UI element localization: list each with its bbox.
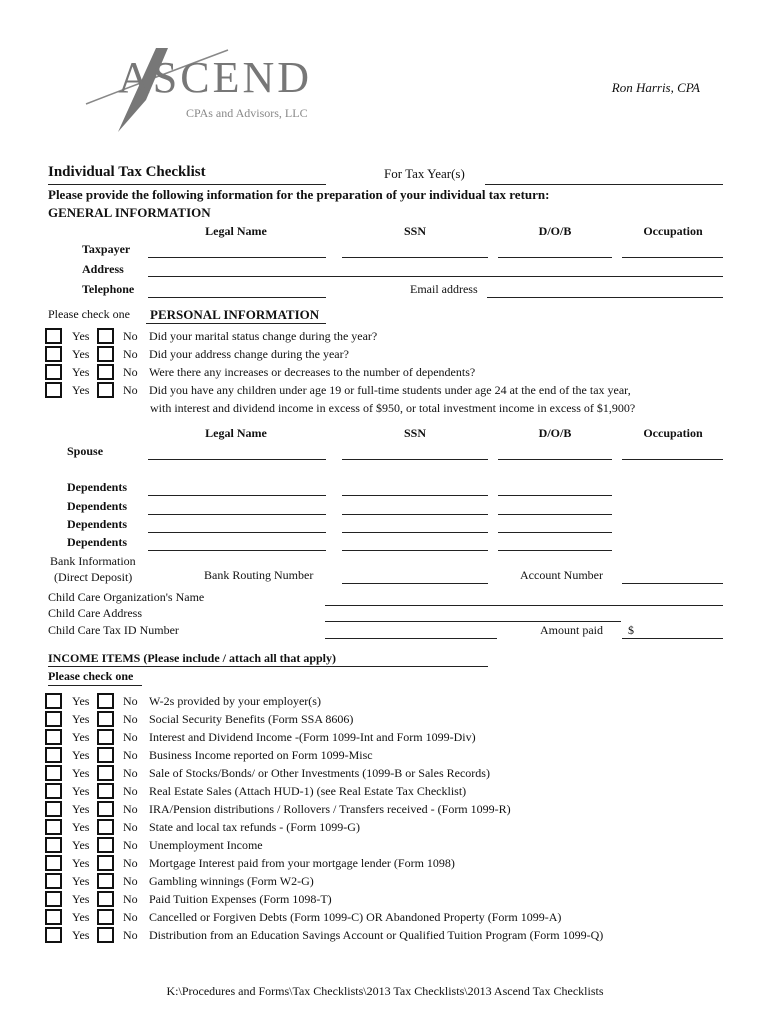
col-dob: D/O/B <box>538 224 572 238</box>
spouse-col-ssn: SSN <box>403 426 426 440</box>
income-item-7-no-checkbox[interactable] <box>97 801 114 817</box>
income-item-9-yes-checkbox[interactable] <box>45 837 62 853</box>
routing-label: Bank Routing Number <box>204 568 314 582</box>
dependent-dob-field[interactable] <box>498 514 612 515</box>
income-item-9-no-checkbox[interactable] <box>97 837 114 853</box>
income-item-13-no-label: No <box>123 910 138 924</box>
income-item-1-yes-checkbox[interactable] <box>45 693 62 709</box>
income-item-13-yes-label: Yes <box>72 910 90 924</box>
income-item-9-yes-label: Yes <box>72 838 90 852</box>
income-item-11-yes-label: Yes <box>72 874 90 888</box>
spouse-col-legal-name: Legal Name <box>205 426 267 440</box>
col-legal-name: Legal Name <box>205 224 267 238</box>
col-ssn: SSN <box>403 224 426 238</box>
personal-q1-question: Did your marital status change during the year? <box>149 329 378 343</box>
instructions: Please provide the following information for the preparation of your individual tax return: <box>48 187 550 202</box>
income-item-3-yes-label: Yes <box>72 730 90 744</box>
income-item-8-no-label: No <box>123 820 138 834</box>
income-item-4-yes-label: Yes <box>72 748 90 762</box>
bank-info-label: Bank Information <box>50 554 136 568</box>
cpa-name: Ron Harris, CPA <box>611 80 700 95</box>
personal-q1-yes-checkbox[interactable] <box>45 328 62 344</box>
page-title: Individual Tax Checklist <box>48 164 206 180</box>
income-item-8-yes-label: Yes <box>72 820 90 834</box>
logo-sub-text: CPAs and Advisors, LLC <box>186 106 308 120</box>
income-item-12-no-label: No <box>123 892 138 906</box>
personal-q3-no-checkbox[interactable] <box>97 364 114 380</box>
income-item-14-no-label: No <box>123 928 138 942</box>
income-item-12-no-checkbox[interactable] <box>97 891 114 907</box>
income-item-3-question: Interest and Dividend Income -(Form 1099-Int and Form 1099-Div) <box>149 730 476 744</box>
taxpayer-dob-field[interactable] <box>498 257 612 258</box>
spouse-dob-field[interactable] <box>498 459 612 460</box>
dependent-name-field[interactable] <box>148 514 326 515</box>
income-item-8-question: State and local tax refunds - (Form 1099-G) <box>149 820 360 834</box>
income-item-5-yes-checkbox[interactable] <box>45 765 62 781</box>
spouse-label: Spouse <box>67 444 104 458</box>
income-item-2-yes-checkbox[interactable] <box>45 711 62 727</box>
taxpayer-name-field[interactable] <box>148 257 326 258</box>
income-item-14-no-checkbox[interactable] <box>97 927 114 943</box>
income-item-10-no-checkbox[interactable] <box>97 855 114 871</box>
income-item-10-no-label: No <box>123 856 138 870</box>
income-item-13-yes-checkbox[interactable] <box>45 909 62 925</box>
spouse-col-occupation: Occupation <box>643 426 703 440</box>
tax-year-label: For Tax Year(s) <box>384 166 465 181</box>
personal-q2-no-checkbox[interactable] <box>97 346 114 362</box>
income-item-6-yes-label: Yes <box>72 784 90 798</box>
income-item-11-no-checkbox[interactable] <box>97 873 114 889</box>
income-item-7-yes-checkbox[interactable] <box>45 801 62 817</box>
income-item-9-question: Unemployment Income <box>149 838 263 852</box>
income-item-13-no-checkbox[interactable] <box>97 909 114 925</box>
income-item-1-no-checkbox[interactable] <box>97 693 114 709</box>
taxpayer-occupation-field[interactable] <box>622 257 723 258</box>
income-item-2-yes-label: Yes <box>72 712 90 726</box>
address-field[interactable] <box>148 276 723 277</box>
dependent-label: Dependents <box>67 535 128 549</box>
income-item-3-no-label: No <box>123 730 138 744</box>
personal-q4-yes-label: Yes <box>72 383 90 397</box>
dependent-label: Dependents <box>67 499 128 513</box>
question-continuation: with interest and dividend income in excess of $950, or total investment income in excess of $1,900? <box>150 401 636 415</box>
account-field[interactable] <box>622 583 723 584</box>
income-item-3-yes-checkbox[interactable] <box>45 729 62 745</box>
spouse-ssn-field[interactable] <box>342 459 488 460</box>
dependent-dob-field[interactable] <box>498 550 612 551</box>
childcare-taxid-label: Child Care Tax ID Number <box>48 623 179 637</box>
dependent-label: Dependents <box>67 480 128 494</box>
income-item-4-yes-checkbox[interactable] <box>45 747 62 763</box>
income-item-7-question: IRA/Pension distributions / Rollovers / Transfers received - (Form 1099-R) <box>149 802 511 816</box>
childcare-address-field[interactable] <box>325 621 621 622</box>
income-check-one: Please check one <box>48 669 134 683</box>
amount-paid-field[interactable] <box>622 638 723 639</box>
spouse-col-dob: D/O/B <box>538 426 572 440</box>
income-item-11-no-label: No <box>123 874 138 888</box>
income-item-4-question: Business Income reported on Form 1099-Misc <box>149 748 373 762</box>
income-item-5-yes-label: Yes <box>72 766 90 780</box>
income-item-5-no-label: No <box>123 766 138 780</box>
email-label: Email address <box>410 282 478 296</box>
income-item-6-no-checkbox[interactable] <box>97 783 114 799</box>
telephone-field[interactable] <box>148 297 326 298</box>
taxpayer-ssn-field[interactable] <box>342 257 488 258</box>
dependent-name-field[interactable] <box>148 532 326 533</box>
income-item-2-question: Social Security Benefits (Form SSA 8606) <box>149 712 354 726</box>
income-item-8-yes-checkbox[interactable] <box>45 819 62 835</box>
income-item-8-no-checkbox[interactable] <box>97 819 114 835</box>
income-item-3-no-checkbox[interactable] <box>97 729 114 745</box>
income-heading: INCOME ITEMS (Please include / attach all that apply) <box>48 651 337 665</box>
footer-path: K:\Procedures and Forms\Tax Checklists\2013 Tax Checklists\2013 Ascend Tax Checklists <box>166 984 604 998</box>
tax-year-field[interactable] <box>485 184 723 185</box>
income-item-13-question: Cancelled or Forgiven Debts (Form 1099-C) OR Abandoned Property (Form 1099-A) <box>149 910 562 924</box>
spouse-name-field[interactable] <box>148 459 326 460</box>
income-item-2-no-label: No <box>123 712 138 726</box>
childcare-address-label: Child Care Address <box>48 606 142 620</box>
personal-q3-question: Were there any increases or decreases to the number of dependents? <box>149 365 476 379</box>
income-item-10-question: Mortgage Interest paid from your mortgage lender (Form 1098) <box>149 856 455 870</box>
personal-q2-question: Did your address change during the year? <box>149 347 349 361</box>
income-item-9-no-label: No <box>123 838 138 852</box>
income-item-5-no-checkbox[interactable] <box>97 765 114 781</box>
income-item-14-yes-checkbox[interactable] <box>45 927 62 943</box>
personal-q2-yes-checkbox[interactable] <box>45 346 62 362</box>
personal-q4-no-checkbox[interactable] <box>97 382 114 398</box>
dependent-ssn-field[interactable] <box>342 514 488 515</box>
income-item-14-yes-label: Yes <box>72 928 90 942</box>
childcare-org-field[interactable] <box>325 605 723 606</box>
col-occupation: Occupation <box>643 224 703 238</box>
dependent-ssn-field[interactable] <box>342 532 488 533</box>
taxpayer-label: Taxpayer <box>82 242 131 256</box>
general-heading: GENERAL INFORMATION <box>48 205 211 220</box>
dependent-ssn-field[interactable] <box>342 550 488 551</box>
income-item-14-question: Distribution from an Education Savings Account or Qualified Tuition Program (Form 1099-Q) <box>149 928 604 942</box>
personal-q3-yes-label: Yes <box>72 365 90 379</box>
income-item-5-question: Sale of Stocks/Bonds/ or Other Investments (1099-B or Sales Records) <box>149 766 490 780</box>
income-item-11-yes-checkbox[interactable] <box>45 873 62 889</box>
personal-q2-no-label: No <box>123 347 138 361</box>
income-item-2-no-checkbox[interactable] <box>97 711 114 727</box>
spouse-occupation-field[interactable] <box>622 459 723 460</box>
account-label: Account Number <box>520 568 603 582</box>
childcare-taxid-field[interactable] <box>325 638 497 639</box>
email-field[interactable] <box>487 297 723 298</box>
direct-deposit-label: (Direct Deposit) <box>54 570 133 584</box>
income-item-1-yes-label: Yes <box>72 694 90 708</box>
income-item-1-no-label: No <box>123 694 138 708</box>
income-item-10-yes-label: Yes <box>72 856 90 870</box>
currency-symbol: $ <box>628 623 634 637</box>
telephone-label: Telephone <box>82 282 135 296</box>
routing-field[interactable] <box>342 583 488 584</box>
personal-q1-no-checkbox[interactable] <box>97 328 114 344</box>
check-one-label: Please check one <box>48 307 130 321</box>
personal-q3-yes-checkbox[interactable] <box>45 364 62 380</box>
logo-main-text: ASCEND <box>118 53 313 102</box>
income-item-1-question: W-2s provided by your employer(s) <box>149 694 321 708</box>
income-item-6-no-label: No <box>123 784 138 798</box>
income-item-10-yes-checkbox[interactable] <box>45 855 62 871</box>
income-item-4-no-checkbox[interactable] <box>97 747 114 763</box>
personal-q2-yes-label: Yes <box>72 347 90 361</box>
amount-paid-label: Amount paid <box>540 623 603 637</box>
dependent-label: Dependents <box>67 517 128 531</box>
childcare-org-label: Child Care Organization's Name <box>48 590 205 604</box>
personal-q1-no-label: No <box>123 329 138 343</box>
dependent-ssn-field[interactable] <box>342 495 488 496</box>
dependent-name-field[interactable] <box>148 495 326 496</box>
income-item-11-question: Gambling winnings (Form W2-G) <box>149 874 314 888</box>
income-item-4-no-label: No <box>123 748 138 762</box>
personal-q4-yes-checkbox[interactable] <box>45 382 62 398</box>
income-item-6-yes-checkbox[interactable] <box>45 783 62 799</box>
dependent-name-field[interactable] <box>148 550 326 551</box>
personal-q1-yes-label: Yes <box>72 329 90 343</box>
personal-q3-no-label: No <box>123 365 138 379</box>
personal-q4-no-label: No <box>123 383 138 397</box>
income-item-12-question: Paid Tuition Expenses (Form 1098-T) <box>149 892 332 906</box>
income-item-6-question: Real Estate Sales (Attach HUD-1) (see Real Estate Tax Checklist) <box>149 784 467 798</box>
income-item-12-yes-checkbox[interactable] <box>45 891 62 907</box>
dependent-dob-field[interactable] <box>498 495 612 496</box>
dependent-dob-field[interactable] <box>498 532 612 533</box>
address-label: Address <box>82 262 124 276</box>
income-item-12-yes-label: Yes <box>72 892 90 906</box>
personal-heading: PERSONAL INFORMATION <box>150 307 320 322</box>
income-item-7-yes-label: Yes <box>72 802 90 816</box>
personal-q4-question: Did you have any children under age 19 or full-time students under age 24 at the end of the tax year, <box>149 383 631 397</box>
income-item-7-no-label: No <box>123 802 138 816</box>
